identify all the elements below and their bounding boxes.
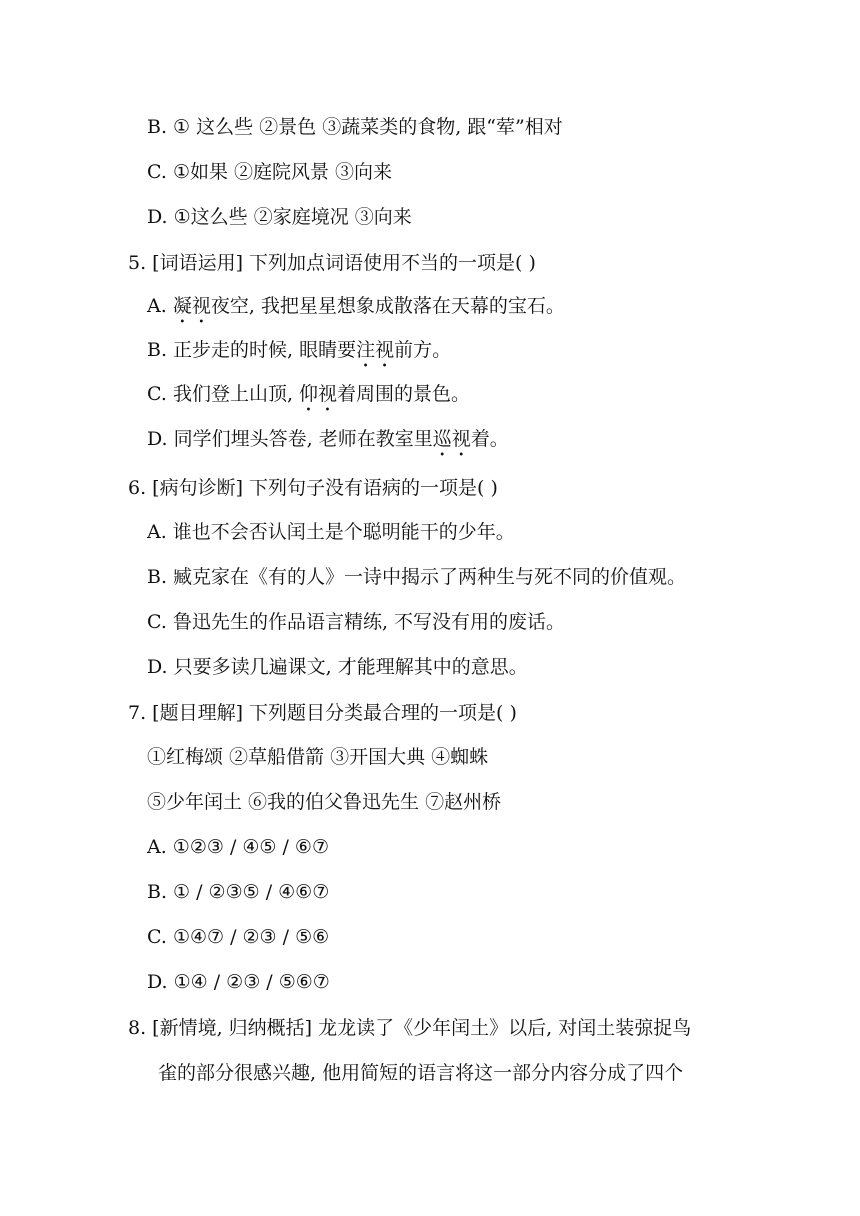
q5-option-c [147, 382, 470, 416]
q5-option-d-pre: D. 同学们埋头答卷, 老师在教室里 [147, 428, 433, 450]
q8-stem-line-1: 8. [新情境, 归纳概括] 龙龙读了《少年闰土》以后, 对闰土装弶捉鸟 [128, 1017, 692, 1039]
q5-option-a-post: 夜空, 我把星星想象成散落在天幕的宝石。 [210, 295, 565, 317]
q5-option-c-emphasized-word: 仰视 [299, 383, 338, 405]
q7-option-a: A. ①②③ / ④⑤ / ⑥⑦ [147, 836, 329, 858]
q8-stem-line-2: 雀的部分很感兴趣, 他用简短的语言将这一部分内容分成了四个 [158, 1062, 684, 1084]
q5-option-b-post: 前方。 [394, 339, 452, 361]
q6-option-b: B. 臧克家在《有的人》一诗中揭示了两种生与死不同的价值观。 [147, 566, 687, 588]
q5-option-b [147, 338, 451, 372]
q5-option-d [147, 427, 509, 461]
q5-option-c-post: 着周围的景色。 [337, 383, 471, 405]
q7-title-list-2: ⑤少年闰土 ⑥我的伯父鲁迅先生 ⑦赵州桥 [147, 791, 502, 813]
q6-stem: 6. [病句诊断] 下列句子没有语病的一项是( ) [128, 477, 498, 499]
q5-option-d-emphasized-word: 巡视 [432, 428, 471, 450]
q4-option-c: C. ①如果 ②庭院风景 ③向来 [147, 161, 393, 183]
q7-option-d: D. ①④ / ②③ / ⑤⑥⑦ [147, 971, 330, 993]
q6-option-c: C. 鲁迅先生的作品语言精练, 不写没有用的废话。 [147, 611, 566, 633]
q5-option-d-post: 着。 [470, 428, 509, 450]
q5-option-a-emphasized-word: 凝视 [172, 295, 211, 317]
q6-option-a: A. 谁也不会否认闰土是个聪明能干的少年。 [147, 521, 515, 543]
q4-option-d: D. ①这么些 ②家庭境况 ③向来 [147, 206, 412, 228]
q7-stem: 7. [题目理解] 下列题目分类最合理的一项是( ) [128, 702, 517, 724]
q5-option-c-pre: C. 我们登上山顶, [147, 383, 300, 405]
q6-option-d: D. 只要多读几遍课文, 才能理解其中的意思。 [147, 656, 528, 678]
q7-option-b: B. ① / ②③⑤ / ④⑥⑦ [147, 881, 330, 903]
q4-option-b: B. ① 这么些 ②景色 ③蔬菜类的食物, 跟“荤”相对 [147, 116, 563, 138]
q5-option-b-pre: B. 正步走的时候, 眼睛要 [147, 339, 357, 361]
q5-option-a-pre: A. [147, 295, 173, 317]
q5-stem: 5. [词语运用] 下列加点词语使用不当的一项是( ) [128, 252, 536, 274]
q5-option-a [147, 294, 565, 328]
q5-option-b-emphasized-word: 注视 [356, 339, 395, 361]
q7-option-c: C. ①④⑦ / ②③ / ⑤⑥ [147, 926, 330, 948]
q7-title-list-1: ①红梅颂 ②草船借箭 ③开国大典 ④蜘蛛 [147, 746, 489, 768]
